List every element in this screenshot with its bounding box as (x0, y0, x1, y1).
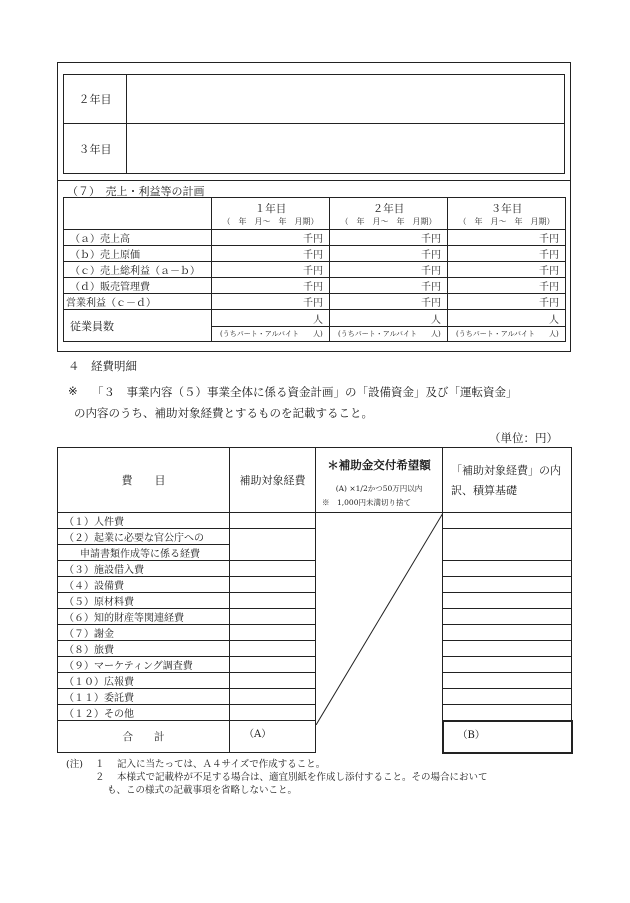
value-cell[interactable]: 千円 (448, 246, 566, 262)
row-label: 従業員数 (64, 310, 212, 342)
note-line: 「３ 事業内容（５）事業全体に係る資金計画」の「設備資金」及び「運転資金」 (92, 385, 518, 399)
row-label: 営業利益（ｃ－ｄ） (64, 294, 212, 310)
value-cell[interactable]: 千円 (330, 246, 448, 262)
unit-label: （単位：円） (489, 431, 558, 445)
breakdown-cell[interactable] (443, 641, 572, 657)
part-time-cell[interactable]: (うちパート・アルバイト 人) (448, 327, 566, 342)
eligible-cell[interactable] (230, 513, 316, 529)
year-row-3 (64, 124, 564, 173)
value-cell[interactable]: 千円 (212, 230, 330, 246)
eligible-cell[interactable] (230, 689, 316, 705)
diagonal-line (316, 513, 443, 725)
value-cell[interactable]: 千円 (330, 230, 448, 246)
breakdown-cell[interactable] (443, 705, 572, 721)
item-label: （２）起業に必要な官公庁への (58, 529, 230, 545)
breakdown-cell[interactable] (443, 609, 572, 625)
subsidy-diagonal-cell (316, 513, 443, 753)
value-cell[interactable]: 千円 (330, 262, 448, 278)
employee-cell[interactable]: 人 (330, 310, 448, 327)
section-divider (57, 180, 571, 181)
breakdown-cell[interactable] (443, 625, 572, 641)
breakdown-cell[interactable] (443, 513, 572, 529)
eligible-cell[interactable] (230, 593, 316, 609)
value-cell[interactable]: 千円 (448, 230, 566, 246)
note-mark: ※ (68, 384, 78, 398)
year-col-header: １年目 （ 年 月～ 年 月期） (212, 198, 330, 230)
eligible-cell[interactable] (230, 625, 316, 641)
breakdown-col-header: 「補助対象経費」の内 訳、積算基礎 (443, 448, 572, 513)
employee-cell[interactable]: 人 (212, 310, 330, 327)
eligible-cell[interactable] (230, 561, 316, 577)
total-label: 合 計 (58, 721, 230, 753)
employee-cell[interactable]: 人 (448, 310, 566, 327)
item-label: （５）原材料費 (58, 593, 230, 609)
breakdown-cell[interactable] (443, 577, 572, 593)
item-label: （７）謝金 (58, 625, 230, 641)
breakdown-cell[interactable] (443, 673, 572, 689)
row-label: （ｂ）売上原価 (64, 246, 212, 262)
row-label: （ｄ）販売管理費 (64, 278, 212, 294)
expense-heading: ４ 経費明細 (68, 359, 137, 373)
eligible-cell[interactable] (230, 641, 316, 657)
footnote-number: １ (95, 759, 105, 770)
value-cell[interactable]: 千円 (330, 294, 448, 310)
year-label: ３年目 (64, 124, 127, 173)
row-label: （ａ）売上高 (64, 230, 212, 246)
eligible-cell[interactable] (230, 609, 316, 625)
item-label: （９）マーケティング調査費 (58, 657, 230, 673)
footnote-prefix: (注) (66, 759, 83, 770)
item-label: 申請書類作成等に係る経費 (58, 545, 230, 561)
expense-table (57, 447, 572, 754)
item-label: （４）設備費 (58, 577, 230, 593)
part-time-cell[interactable]: (うちパート・アルバイト 人) (330, 327, 448, 342)
eligible-cell[interactable] (230, 657, 316, 673)
value-cell[interactable]: 千円 (448, 278, 566, 294)
footnote-text: 本様式で記載枠が不足する場合は、適宜別紙を作成し添付すること。その場合において (117, 772, 488, 783)
item-label: （１０）広報費 (58, 673, 230, 689)
value-cell[interactable]: 千円 (212, 294, 330, 310)
sales-plan-table (63, 197, 566, 342)
eligible-cell[interactable] (230, 705, 316, 721)
section-7-title: （７） 売上・利益等の計画 (67, 185, 205, 198)
total-b-cell[interactable]: （B） (443, 721, 572, 753)
year-row-2 (64, 75, 564, 124)
breakdown-cell[interactable] (443, 657, 572, 673)
item-label: （１）人件費 (58, 513, 230, 529)
value-cell[interactable]: 千円 (330, 278, 448, 294)
breakdown-cell[interactable] (443, 593, 572, 609)
year-col-header: ２年目 （ 年 月～ 年 月期） (330, 198, 448, 230)
eligible-cell[interactable] (230, 577, 316, 593)
row-label: （ｃ）売上総利益（ａ－ｂ） (64, 262, 212, 278)
value-cell[interactable]: 千円 (212, 246, 330, 262)
breakdown-cell[interactable] (443, 689, 572, 705)
subsidy-col-header: ＊補助金交付希望額 (A) ×1/2かつ50万円以内 ※ 1,000円未満切り捨て (316, 448, 443, 513)
footnote-number: ２ (95, 772, 105, 783)
item-col-header: 費 目 (58, 448, 230, 513)
note-line: の内容のうち、補助対象経費とするものを記載すること。 (74, 406, 373, 420)
total-a-cell[interactable]: （A） (230, 721, 316, 753)
year-plan-box (63, 74, 565, 174)
footnote-text: も、この様式の記載事項を省略しないこと。 (107, 785, 298, 796)
item-label: （１１）委託費 (58, 689, 230, 705)
breakdown-cell[interactable] (443, 561, 572, 577)
item-label: （８）旅費 (58, 641, 230, 657)
part-time-cell[interactable]: (うちパート・アルバイト 人) (212, 327, 330, 342)
item-label: （６）知的財産等関連経費 (58, 609, 230, 625)
year-col-header: ３年目 （ 年 月～ 年 月期） (448, 198, 566, 230)
eligible-col-header: 補助対象経費 (230, 448, 316, 513)
footnote-text: 記入に当たっては、Ａ４サイズで作成すること。 (117, 759, 326, 770)
eligible-cell[interactable] (230, 529, 316, 561)
value-cell[interactable]: 千円 (212, 262, 330, 278)
value-cell[interactable]: 千円 (448, 262, 566, 278)
blank-header-cell (64, 198, 212, 230)
year-label: ２年目 (64, 75, 127, 123)
item-label: （３）施設借入費 (58, 561, 230, 577)
breakdown-cell[interactable] (443, 529, 572, 561)
value-cell[interactable]: 千円 (448, 294, 566, 310)
item-label: （１２）その他 (58, 705, 230, 721)
eligible-cell[interactable] (230, 673, 316, 689)
value-cell[interactable]: 千円 (212, 278, 330, 294)
